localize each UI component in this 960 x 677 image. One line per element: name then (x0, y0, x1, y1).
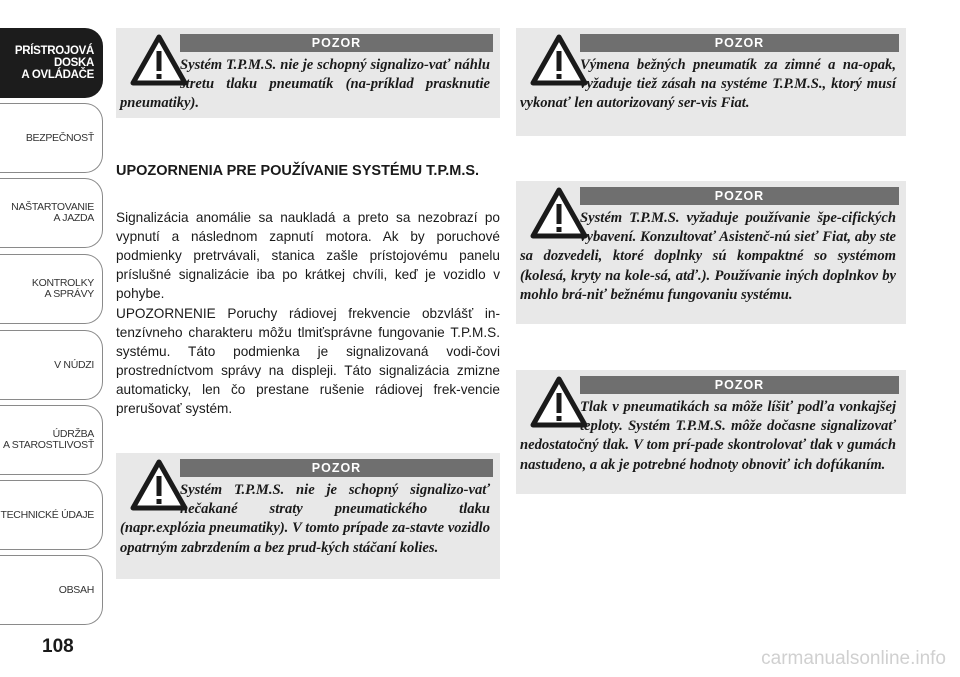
warning-box (516, 28, 906, 136)
warning-text: Výmena bežných pneumatík za zimné a na-opak, vyžaduje tiež zásah na systéme T.P.M.S., ktorý musí vykonať len autorizovaný ser-vis Fiat. (520, 57, 896, 112)
tab-nastartovanie[interactable]: NAŠTARTOVANIE A JAZDA (0, 178, 103, 248)
warning-box (116, 28, 500, 118)
paragraph: UPOZORNENIE Poruchy rádiovej frekvencie obzvlášť in-tenzívneho charakteru môžu tlmiťsprávne fungovanie T.P.M.S. systému. Táto podmienka je signalizovaná vodi-čovi prostredníctvom správy na displeji. Táto signalizácia zmizne automaticky, len čo prestane rušenie rádiovej frek-vencie prerušovať systém. (116, 306, 500, 417)
warning-box (516, 370, 906, 494)
warning-title: POZOR (580, 34, 899, 52)
warning-title: POZOR (180, 459, 493, 477)
tab-kontrolky[interactable]: KONTROLKY A SPRÁVY (0, 254, 103, 324)
warning-title: POZOR (580, 187, 899, 205)
warning-text: Systém T.P.M.S. vyžaduje používanie špe-cifických vybavení. Konzultovať Asistenč-nú sieť Fiat, aby ste sa dozvedeli, ktoré doplnky sú kompaktné so systémom (kolesá, kryty na kole-sá, atď.). Používanie iných doplnkov by mohlo brá-niť bežnému fungovaniu systému. (520, 210, 896, 303)
warning-title: POZOR (180, 34, 493, 52)
warning-text: Tlak v pneumatikách sa môže líšiť podľa vonkajšej teploty. Systém T.P.M.S. môže dočasne signalizovať nedostatočný tlak. V tom prí-pade skontrolovať tlak v gumách nastudeno, a ak je potrebné hodnoty obnoviť ich dofúkaním. (520, 399, 896, 473)
tab-obsah[interactable]: OBSAH (0, 555, 103, 625)
page-number: 108 (42, 636, 74, 657)
watermark: carmanualsonline.info (761, 648, 946, 669)
tab-udrzba[interactable]: ÚDRŽBA A STAROSTLIVOSŤ (0, 405, 103, 475)
tab-bezpecnost[interactable]: BEZPEČNOSŤ (0, 103, 103, 173)
warning-text: Systém T.P.M.S. nie je schopný signalizo-vať náhlu stretu tlaku pneumatík (na-príklad prasknutie pneumatiky). (120, 57, 490, 112)
warning-title: POZOR (580, 376, 899, 394)
tab-technicke-udaje[interactable]: TECHNICKÉ ÚDAJE (0, 480, 103, 550)
paragraph: Signalizácia anomálie sa naukladá a preto sa nezobrazí po vypnutí a následnom zapnutí motora. Ak by poruchové podmienky pretrvávali, stanica zašle prístojovému panelu príslušné signalizácie iba po krátkej chvíli, keď je vozidlo v pohybe. (116, 210, 500, 302)
warning-text: Systém T.P.M.S. nie je schopný signalizo-vať nečakané straty pneumatického tlaku (napr.explózia pneumatiky). V tomto prípade za-stavte vozidlo opatrným zabrzdením a bez prud-kých stáčaní kolies. (120, 482, 490, 556)
warning-box (516, 181, 906, 324)
tab-v-nudzi[interactable]: V NÚDZI (0, 330, 103, 400)
section-heading: UPOZORNENIA PRE POUŽÍVANIE SYSTÉMU T.P.M.S. (116, 163, 480, 179)
warning-box (116, 453, 500, 579)
tab-pristrojova-doska[interactable]: PRÍSTROJOVÁ DOSKA A OVLÁDAČE (0, 28, 103, 98)
